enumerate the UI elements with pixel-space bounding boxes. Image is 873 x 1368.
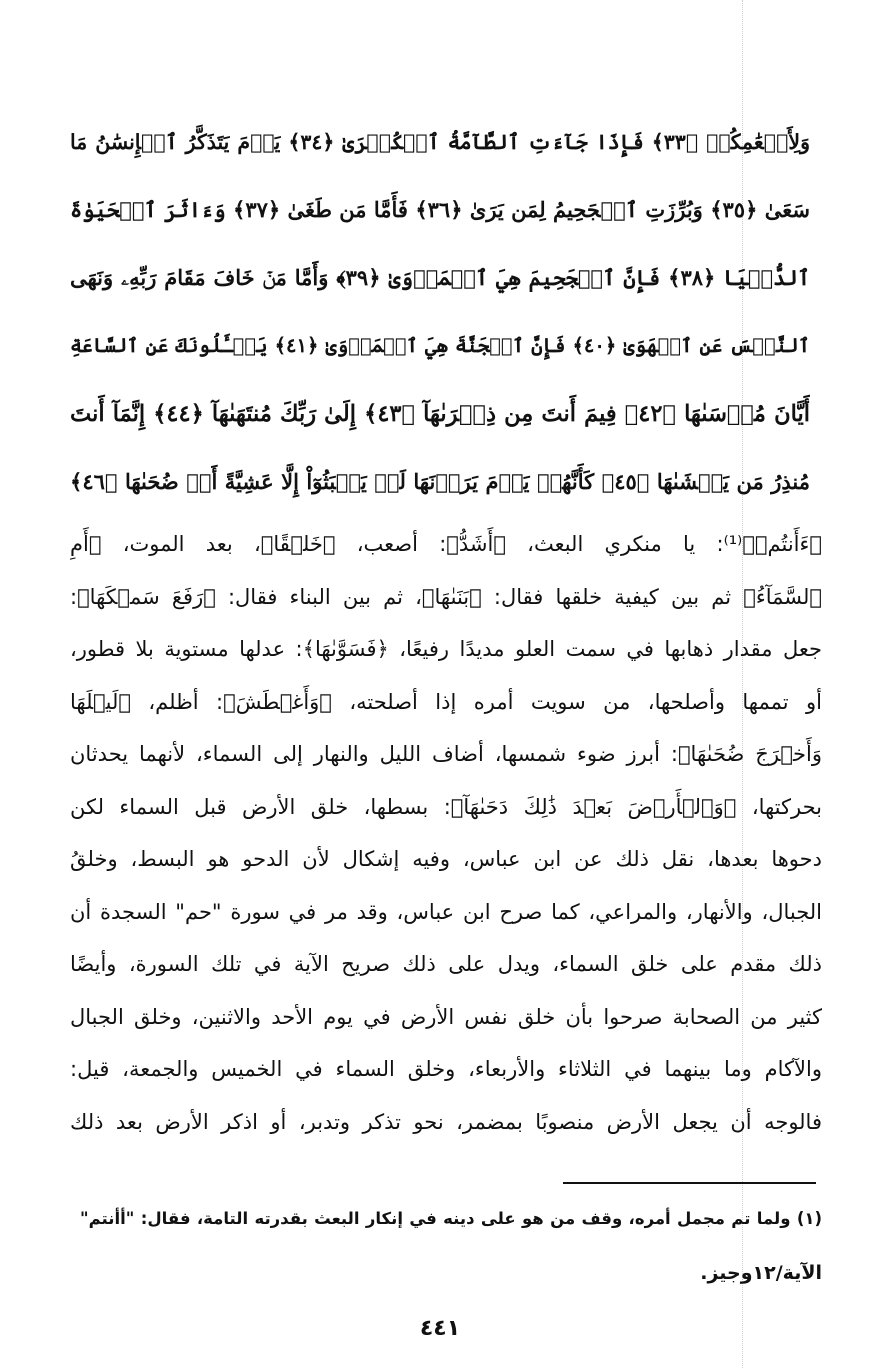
tafsir-line: ﴿ءَأَنتُمۡ﴾⁽¹⁾: يا منكري البعث، ﴿أَشَدُّ﴾: أصعب، ﴿خَلۡقًا﴾، بعد الموت، ﴿أَمِ	[70, 532, 822, 556]
tafsir-text-block	[70, 518, 822, 1148]
quran-line: سَعَىٰ ﴿٣٥﴾ وَبُرِّزَتِ ٱلۡجَحِيمُ لِمَن يَرَىٰ ﴿٣٦﴾ فَأَمَّا مَن طَغَىٰ ﴿٣٧﴾ وَءَاثَرَ ٱلۡحَيَوٰةَ	[70, 197, 810, 222]
tafsir-line: الجبال، والأنهار، والمراعي، كما صرح ابن عباس، وقد مر في سورة "حم" السجدة أن	[70, 899, 822, 924]
footnote-line: (١) ولما تم مجمل أمره، وقف من هو على دينه في إنكار البعث بقدرته التامة، فقال: "أأنتم"	[80, 1209, 822, 1228]
tafsir-line: فالوجه أن يجعل الأرض منصوبًا بمضمر، نحو تذكر وتدبر، أو اذكر الأرض بعد ذلك	[70, 1109, 822, 1134]
footnote-separator	[563, 1182, 816, 1184]
tafsir-line: ٱلسَّمَآءُ﴾ ثم بين كيفية خلقها فقال: ﴿بَنَىٰهَا﴾، ثم بين البناء فقال: ﴿رَفَعَ سَمۡكَهَا﴾:	[70, 584, 822, 609]
quran-line: مُنذِرُ مَن يَخۡشَىٰهَا ﴿٤٥﴾ كَأَنَّهُمۡ يَوۡمَ يَرَوۡنَهَا لَمۡ يَلۡبَثُوٓاْ إِلَّا عَشِيَّةً أَوۡ ضُحَىٰهَا ﴿٤٦﴾	[70, 469, 810, 494]
quran-line: ٱلدُّنۡيَا ﴿٣٨﴾ فَإِنَّ ٱلۡجَحِيمَ هِيَ ٱلۡمَأۡوَىٰ ﴿٣٩﴾ وَأَمَّا مَنۡ خَافَ مَقَامَ رَبِّهِۦ وَنَهَى	[70, 265, 810, 290]
tafsir-line: والآكام وما بينهما في الثلاثاء والأربعاء، وخلق السماء في الخميس والجمعة، قيل:	[70, 1057, 822, 1081]
tafsir-line: بحركتها، ﴿وَٱلۡأَرۡضَ بَعۡدَ ذَٰلِكَ دَحَىٰهَآ﴾: بسطها، خلق الأرض قبل السماء لكن	[70, 794, 822, 819]
tafsir-line: جعل مقدار ذهابها في سمت العلو مديدًا رفيعًا، ﴿فَسَوَّىٰهَا﴾: عدلها مستوية بلا قطور،	[70, 637, 822, 661]
quran-line: وَلِأَنۡعَٰمِكُمۡ ﴿٣٣﴾ فَإِذَا جَآءَتِ ٱلطَّآمَّةُ ٱلۡكُبۡرَىٰ ﴿٣٤﴾ يَوۡمَ يَتَذَكَّرُ ٱلۡإِنسَٰنُ مَا	[70, 130, 810, 154]
tafsir-line: أو تممها وأصلحها، من سويت أمره إذا أصلحته، ﴿وَأَغۡطَشَ﴾: أظلم، ﴿لَيۡلَهَا	[70, 689, 822, 714]
footnote-block	[80, 1192, 822, 1300]
quran-line: أَيَّانَ مُرۡسَىٰهَا ﴿٤٢﴾ فِيمَ أَنتَ مِن ذِكۡرَىٰهَآ ﴿٤٣﴾ إِلَىٰ رَبِّكَ مُنتَهَىٰهَآ ﴿٤٤﴾ إِنَّمَآ أَنتَ	[70, 401, 810, 427]
page-number: ٤٤١	[419, 1316, 461, 1341]
tafsir-line: وَأَخۡرَجَ ضُحَىٰهَا﴾: أبرز ضوء شمسها، أضاف الليل والنهار إلى السماء، لأنهما يحدثان	[70, 742, 822, 766]
quran-text-block	[70, 108, 810, 516]
tafsir-line: كثير من الصحابة صرحوا بأن خلق نفس الأرض في يوم الأحد والاثنين، وخلق الجبال	[70, 1004, 822, 1029]
footnote-line: الآية/١٢وجيز.	[700, 1262, 822, 1284]
quran-line: ٱلنَّفۡسَ عَنِ ٱلۡهَوَىٰ ﴿٤٠﴾ فَإِنَّ ٱلۡجَنَّةَ هِيَ ٱلۡمَأۡوَىٰ ﴿٤١﴾ يَسۡـَٔلُونَكَ عَنِ ٱلسَّاعَةِ	[70, 334, 810, 357]
tafsir-line: ذلك مقدم على خلق السماء، ويدل على ذلك صريح الآية في تلك السورة، وأيضًا	[70, 952, 822, 976]
tafsir-line: دحوها بعدها، نقل ذلك عن ابن عباس، وفيه إشكال لأن الدحو هو البسط، وخلقُ	[70, 847, 822, 871]
